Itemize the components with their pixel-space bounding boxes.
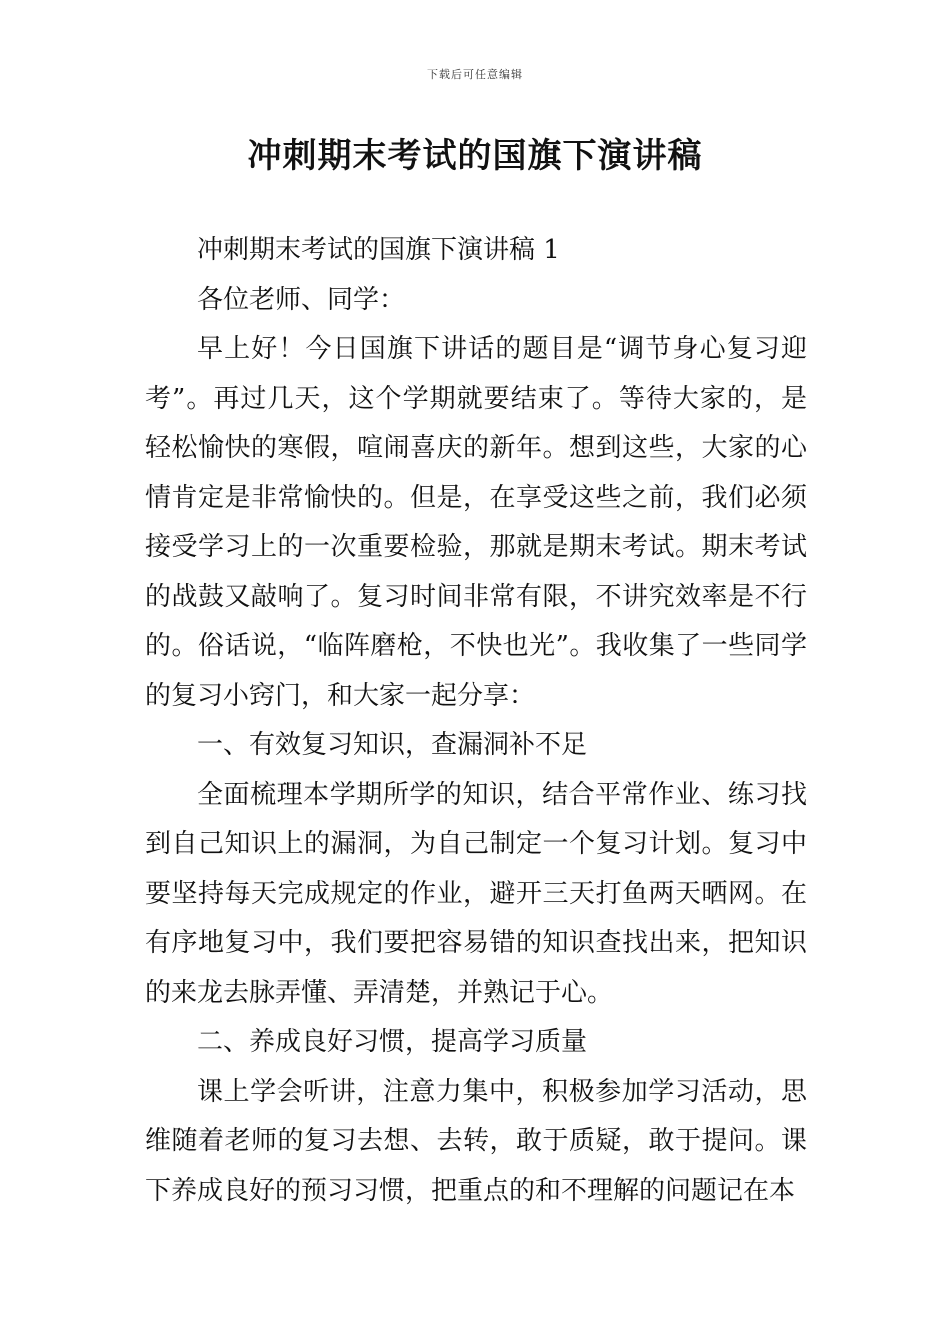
paragraph-heading-1: 一、有效复习知识，查漏洞补不足 [197,730,588,760]
paragraph-intro: 早上好！今日国旗下讲话的题目是“调节身心复习迎考”。再过几天，这个学期就要结束了。等待大家的，是轻松愉快的寒假，喧闹喜庆的新年。想到这些，大家的心情肯定是非常愉快的。但是，在享受这些之前，我们必须接受学习上的一次重要检验，那就是期末考试。期末考试的战鼓又敲响了。复习时间非常有限，不讲究效率是不行的。俗话说，“临阵磨枪，不快也光”。我收集了一些同学的复习小窍门，和大家一起分享： [145,334,807,711]
header-note: 下载后可任意编辑 [427,68,523,81]
paragraph-heading-2: 二、养成良好习惯，提高学习质量 [197,1027,588,1057]
document-body [145,226,807,1216]
document-title: 冲刺期末考试的国旗下演讲稿 [247,136,703,176]
paragraph-body-1: 全面梳理本学期所学的知识，结合平常作业、练习找到自己知识上的漏洞，为自己制定一个复习计划。复习中要坚持每天完成规定的作业，避开三天打鱼两天晒网。在有序地复习中，我们要把容易错的知识查找出来，把知识的来龙去脉弄懂、弄清楚，并熟记于心。 [145,779,807,1008]
paragraph-greeting: 各位老师、同学： [197,284,406,315]
paragraph-body-2: 课上学会听讲，注意力集中，积极参加学习活动，思维随着老师的复习去想、去转，敢于质疑，敢于提问。课下养成良好的预习习惯，把重点的和不理解的问题记在本 [145,1076,807,1206]
paragraph-subtitle: 冲刺期末考试的国旗下演讲稿 1 [197,235,560,265]
